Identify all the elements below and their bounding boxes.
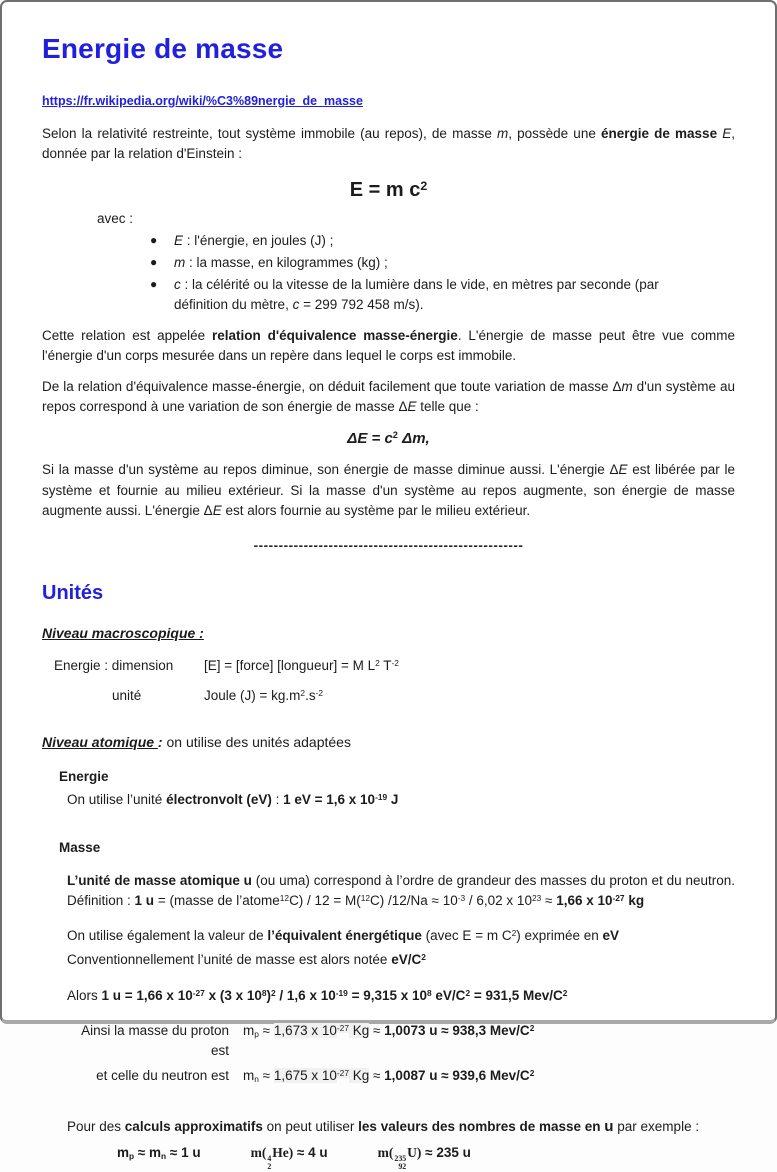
subsection-macroscopique: Niveau macroscopique : (42, 624, 204, 641)
section-title-unites: Unités (42, 582, 104, 605)
notation-evc2-line: Conventionnellement l’unité de masse est alors notée $eV/C^2$ (67, 951, 426, 967)
page-title: Energie de masse (42, 33, 284, 64)
masse-label: Masse (59, 840, 101, 856)
neutron-intro: et celle du neutron est (96, 1067, 229, 1083)
unit-row-label: unité (112, 687, 142, 703)
dimension-row-formula: [E] = [force] [longueur] = M $L^2$ $T^{-2}$ (204, 658, 399, 674)
formula-delta-e: $\Delta E = c^2$ Δm, (347, 429, 430, 447)
list-item (150, 231, 735, 252)
energie-label: Energie (59, 769, 109, 785)
list-item-text: E : l'énergie, en joules (J) ; (174, 233, 334, 249)
subsection-atomique: Niveau atomique : on utilise des unités adaptées (42, 734, 351, 751)
approx-item-nucleons: mp ≈ mn ≈ 1 u (117, 1145, 201, 1162)
unit-row-formula: Joule $(J) = kg.m^2.s^{-2}$ (204, 687, 324, 703)
equivalent-energetique-line: On utilise également la valeur de l’équivalent énergétique (avec E = m $C^2$) exprimée en eV (67, 927, 620, 943)
approx-item-helium: m( 4 2 He) ≈ 4 u (250, 1145, 328, 1172)
avec-label: avec : (97, 210, 134, 226)
bullet-icon: ● (150, 233, 158, 248)
uma-paragraph: L’unité de masse atomique u (ou uma) correspond à l’ordre de grandeur des masses du proton et du neutron. Définition : 1 u = (masse de l’atome$^{12}$C) / 12 = M($^{12}$C) $/12/Na \approx 10^{-3} / 6,02$ x $10^{23} \approx 1,66$ x $10^{-27}$ kg (67, 872, 736, 909)
dimension-table (54, 656, 735, 706)
mass-change-paragraph: Si la masse d'un système au repos diminue, son énergie de masse diminue aussi. L'énergie ΔE est libérée par le système et fournie au milieu extérieur. Si la masse d'un système au repos augmente, son énergie de masse augmente aussi. L'énergie ΔE est alors fournie au système par le milieu extérieur. (42, 462, 735, 519)
proton-intro: Ainsi la masse du proton est (81, 1022, 229, 1059)
approx-examples (117, 1143, 735, 1171)
conversion-line: Alors 1 u = 1,66 x $10^{-27}$ x (3 x $10^8)^2 / 1,6$ x $10^{-19} = 9,315$ x $10^8$ $eV/C^2 = 931,5$ Mev/$C^2$ (67, 988, 568, 1004)
approx-item-uranium: m( 235 92 U) ≈ 235 u (377, 1145, 471, 1172)
proton-mass-formula: mp ≈ 1,673 x $10^{-27}$ Kg ≈ 1,0073 u ≈ 938,3 Mev/$C^2$ (243, 1022, 535, 1039)
bullet-icon: ● (150, 276, 158, 291)
document-content (2, 2, 775, 1172)
list-item-text: m : la masse, en kilogrammes (kg) ; (174, 255, 388, 270)
list-item (150, 275, 735, 316)
wikipedia-link[interactable]: https://fr.wikipedia.org/wiki/%C3%89nergie_de_masse (42, 93, 363, 108)
dashed-separator: ------------------------------------------------------ (253, 537, 524, 553)
intro-paragraph: Selon la relativité restreinte, tout système immobile (au repos), de masse m, possède une énergie de masse E, donnée par la relation d'Einstein : (42, 125, 735, 162)
bullet-icon: ● (150, 255, 158, 269)
electronvolt-line: On utilise l’unité électronvolt (eV) : 1 eV = 1,6 x $10^{-19}$ J (67, 791, 399, 807)
list-item (150, 253, 735, 274)
proton-neutron-table (67, 1021, 735, 1087)
dimension-row-label: Energie : dimension (54, 658, 174, 674)
equivalence-paragraph: Cette relation est appelée relation d'équivalence masse-énergie. L'énergie de masse peut être vue comme l'énergie d'un corps mesurée dans un repère dans lequel le corps est immobile. (42, 327, 736, 364)
list-item-text: c : la célérité ou la vitesse de la lumière dans le vide, en mètres par seconde (par définition du mètre, c = 299 792 458 m/s). (174, 276, 659, 313)
formula-e-mc2: E = m $c^2$ (349, 178, 428, 201)
approx-paragraph: Pour des calculs approximatifs on peut utiliser les valeurs des nombres de masse en u par exemple : (67, 1118, 700, 1136)
neutron-mass-formula: mn ≈ 1,675 x $10^{-27}$ Kg ≈ 1,0087 u ≈ 939,6 Mev/$C^2$ (243, 1067, 535, 1084)
variation-paragraph: De la relation d'équivalence masse-énergie, on déduit facilement que toute variation de masse Δm d'un système au repos correspond à une variation de son énergie de masse ΔE telle que : (42, 378, 735, 415)
